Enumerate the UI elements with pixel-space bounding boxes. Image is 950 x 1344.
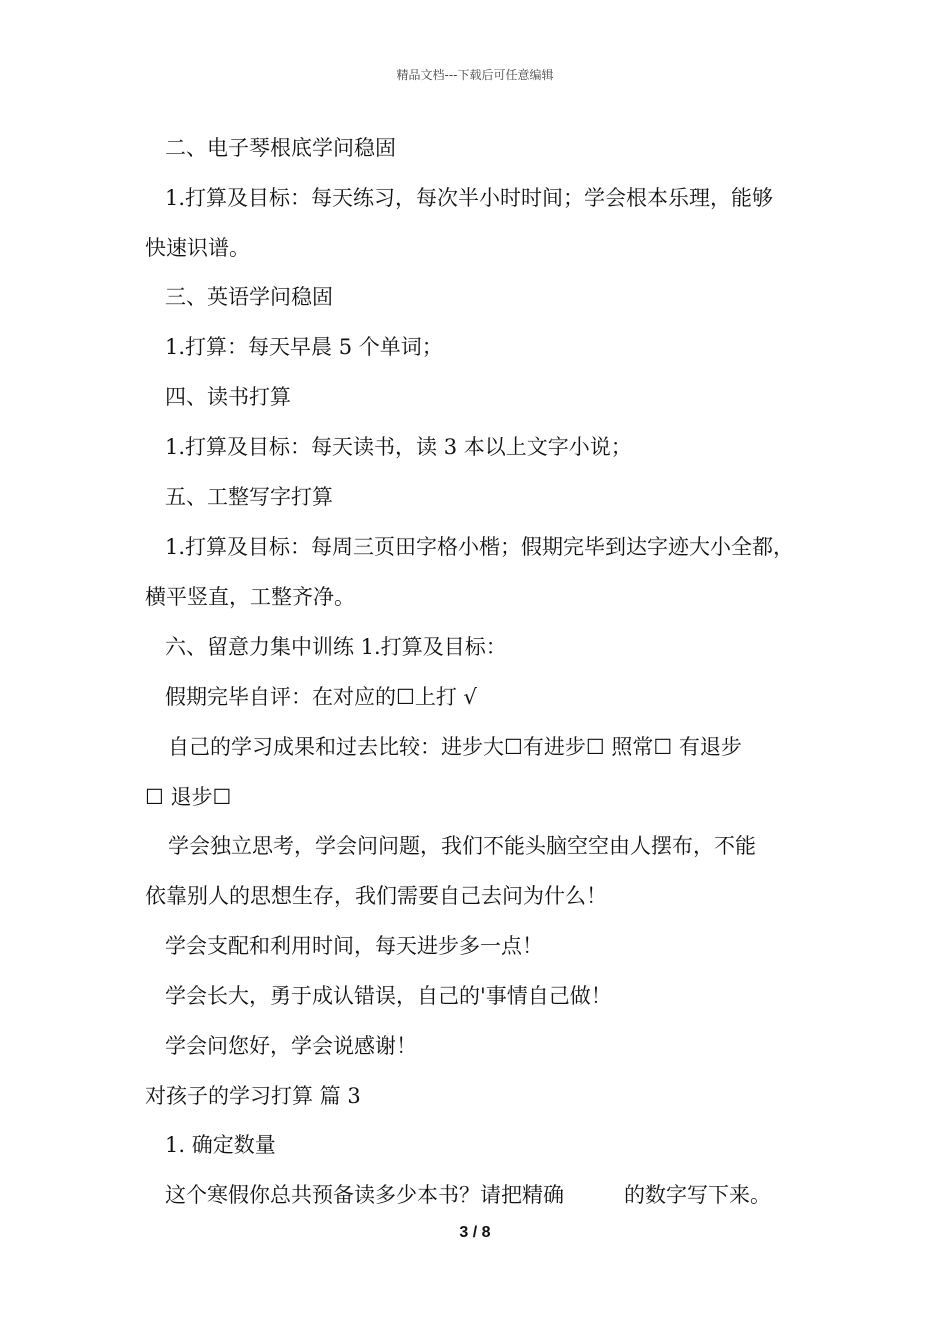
- self-evaluation-options: 自己的学习成果和过去比较：进步大☐有进步☐ 照常☐ 有退步: [168, 735, 742, 759]
- paragraph-think-line-1: 学会独立思考，学会问问题，我们不能头脑空空由人摆布，不能: [168, 834, 756, 858]
- heading-english: 三、英语学问稳固: [165, 285, 333, 309]
- quantity-question-part-2: 的数字写下来。: [624, 1183, 771, 1207]
- page-header: 精品文档---下载后可任意编辑: [396, 68, 554, 82]
- heading-quantity: 1. 确定数量: [165, 1133, 276, 1157]
- quantity-question-part-1: 这个寒假你总共预备读多少本书？请把精确: [165, 1183, 564, 1207]
- heading-reading: 四、读书打算: [165, 385, 291, 409]
- paragraph-grow-up: 学会长大，勇于成认错误，自己的'事情自己做！: [165, 984, 612, 1008]
- quantity-question: [165, 1181, 771, 1209]
- writing-plan-line-1: 1.打算及目标：每周三页田字格小楷；假期完毕到达字迹大小全都，: [165, 535, 795, 559]
- piano-plan-line-2: 快速识谱。: [145, 236, 250, 260]
- self-evaluation-intro: 假期完毕自评：在对应的☐上打 √: [165, 685, 477, 709]
- section-title: 对孩子的学习打算 篇 3: [145, 1084, 361, 1108]
- paragraph-politeness: 学会问您好，学会说感谢！: [165, 1034, 417, 1058]
- self-evaluation-options-cont: ☐ 退步☐: [145, 785, 232, 809]
- english-plan: 1.打算：每天早晨 5 个单词；: [165, 335, 443, 359]
- heading-writing: 五、工整写字打算: [165, 485, 333, 509]
- writing-plan-line-2: 横平竖直，工整齐净。: [145, 585, 355, 609]
- heading-attention: 六、留意力集中训练 1.打算及目标：: [165, 635, 507, 659]
- reading-plan: 1.打算及目标：每天读书，读 3 本以上文字小说；: [165, 435, 632, 459]
- page-number: 3 / 8: [459, 1224, 491, 1241]
- piano-plan-line-1: 1.打算及目标：每天练习，每次半小时时间；学会根本乐理，能够: [165, 186, 774, 210]
- paragraph-think-line-2: 依靠别人的思想生存，我们需要自己去问为什么！: [145, 884, 607, 908]
- heading-piano: 二、电子琴根底学问稳固: [165, 136, 396, 160]
- paragraph-time: 学会支配和利用时间，每天进步多一点！: [165, 934, 543, 958]
